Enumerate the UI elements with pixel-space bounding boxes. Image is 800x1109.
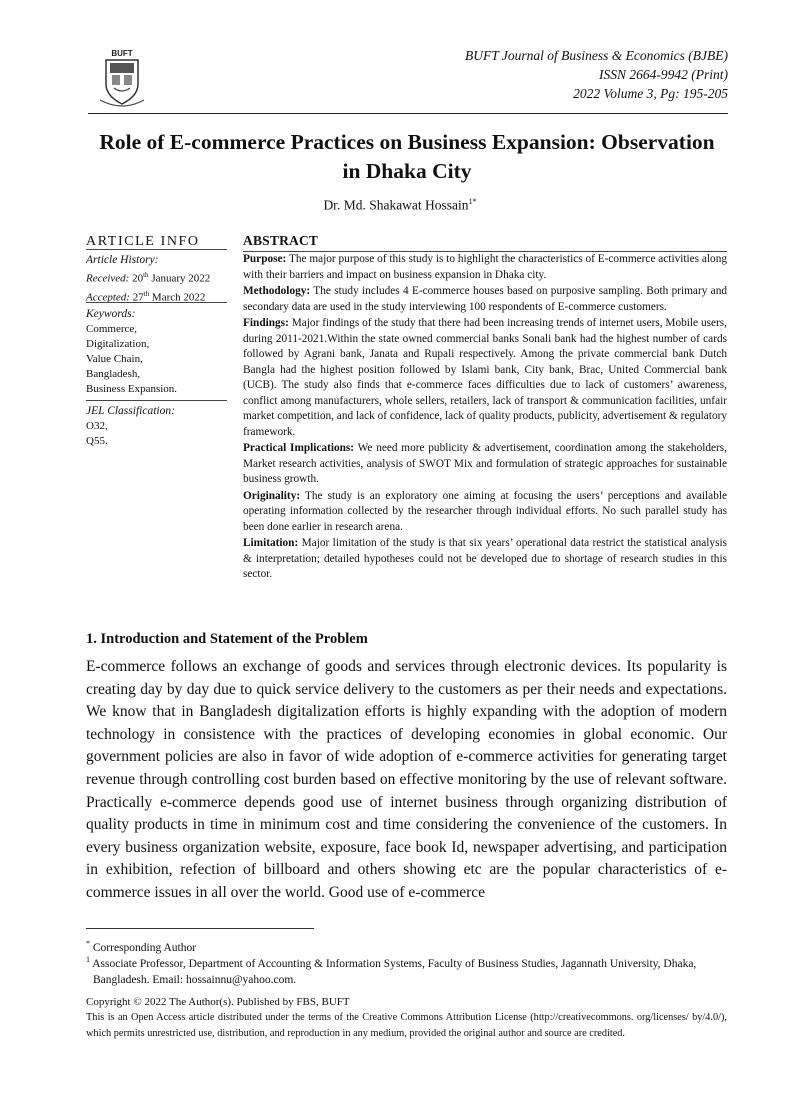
keyword-item: Commerce,	[86, 323, 138, 335]
copyright-line: Copyright © 2022 The Author(s). Published by FBS, BUFT	[86, 996, 350, 1008]
jel-block	[86, 404, 231, 449]
buft-crest-icon	[96, 48, 148, 110]
abstract-purpose: Purpose: The major purpose of this study is to highlight the characteristics of E-commerce activities along with their barriers and impact on business expansion in Dhaka city.	[243, 253, 728, 281]
abstract-originality: Originality: The study is an exploratory one aiming at focusing the users’ perceptions and available operating information collected by the researcher through individual efforts. No such parallel study has been done earlier in research arena.	[243, 489, 727, 533]
author-name: Dr. Md. Shakawat Hossain	[323, 197, 469, 213]
keyword-item: Business Expansion.	[86, 383, 178, 395]
footnote-corresponding: * Corresponding Author	[86, 939, 197, 954]
intro-text: E-commerce follows an exchange of goods and services through electronic devices. Its popularity is creating day by day due to quick service delivery to the customers as per their needs and expectations. We know that in Bangladesh digitalization efforts is highly expanding with the adoption of modern technology in consistence with the practices of developing economies in global economic. Our government policies are also in favor of wide adoption of e-commerce activities for generating target revenue through controlling cost burden based on effective monitoring by the use of relevant software. Practically e-commerce depends good use of internet business through organizing distribution of quality products in time in minimum cost and time considering the convenience of the customers. In every business organization website, exposure, face book Id, newspaper advertising, and participation in exhibition, refection of billboard and others showing etc are the popular characteristics of e-commerce issues in all over the world. Good use of e-commerce	[86, 658, 727, 901]
title-line-1: Role of E-commerce Practices on Business Expansion: Observation	[99, 130, 715, 154]
keyword-item: Bangladesh,	[86, 368, 141, 380]
logo-text: BUFT	[111, 49, 133, 58]
license-text: This is an Open Access article distributed under the terms of the Creative Commons Attribution License (http://creativecommons. org/licenses/ by/4.0/), which permits unrestricted use, distribution, and reproduction in any medium, provided the original author and source are credited.	[86, 1012, 727, 1039]
journal-name: BUFT Journal of Business & Economics (BJBE)	[465, 48, 728, 63]
journal-issn: ISSN 2664-9942 (Print)	[599, 67, 728, 82]
title-line-2: in Dhaka City	[342, 159, 472, 183]
keyword-item: Digitalization,	[86, 338, 150, 350]
footnote-rule	[86, 928, 314, 929]
history-label: Article History:	[86, 254, 159, 266]
journal-info	[465, 46, 728, 103]
intro-paragraph	[86, 656, 727, 905]
abstract-limitation: Limitation: Major limitation of the study is that six years’ operational data restrict the statistical analysis & interpretation; detailed hypotheses could not be developed due to shortage of research studies in this sector.	[243, 537, 727, 580]
jel-item: O32,	[86, 420, 108, 432]
journal-logo	[96, 48, 148, 108]
paper-title	[80, 128, 734, 186]
header-rule	[88, 113, 728, 114]
accepted-date: Accepted: 27th March 2022	[86, 289, 206, 304]
abstract-body	[243, 252, 727, 584]
abstract-findings: Findings: Major findings of the study that there had been increasing trends of internet users, Mobile users, during 2011-2021.Within the state owned commercial banks Sonali bank had the highest number of cards followed by Agrani bank, Janata and Rupali respectively. Among the private commercial bank Dutch Bangla had the highest position followed by Islami bank, City bank, Brac, United Commercial bank (UCB). The study also finds that e-commerce faces difficulties due to lack of customers’ awareness, conflict among manufacturers, whole sellers, retailers, lack of transport & communication facilities, unfair market competition, and lack of confidence, lack of quality products, publicity, advertisement & regulatory framework.	[243, 317, 727, 438]
article-info-heading: ARTICLE INFO	[86, 234, 200, 249]
keywords-rule	[86, 400, 227, 401]
footnote-affiliation: $^1$ Associate Professor, Department of Accounting & Information Systems, Faculty of Business Studies, Jagannath University, Dhaka, Bangladesh. Email: hossainnu@yahoo.com.	[86, 955, 697, 986]
history-rule	[86, 302, 227, 303]
keyword-item: Value Chain,	[86, 353, 143, 365]
journal-volume: 2022 Volume 3, Pg: 195-205	[573, 86, 728, 101]
jel-label: JEL Classification:	[86, 405, 175, 417]
abstract-heading: ABSTRACT	[243, 233, 319, 248]
jel-item: Q55.	[86, 435, 108, 447]
keywords-block	[86, 307, 231, 397]
received-date: Received: 20th January 2022	[86, 271, 211, 285]
abstract-methodology: Methodology: The study includes 4 E-commerce houses based on purposive sampling. Both primary and secondary data are used in the study interviewing 100 respondents of E-commerce customers.	[243, 285, 727, 313]
article-info-rule	[86, 249, 227, 250]
keywords-label: Keywords:	[86, 308, 136, 320]
section-heading: 1. Introduction and Statement of the Problem	[86, 631, 368, 647]
author-line	[0, 197, 800, 214]
article-history	[86, 253, 231, 305]
abstract-practical: Practical Implications: We need more publicity & advertisement, coordination among the stakeholders, Market research activities, analysis of SWOT Mix and formulation of strategic approaches for sustainable business growth.	[243, 442, 727, 485]
author-superscript: 1*	[468, 197, 477, 206]
